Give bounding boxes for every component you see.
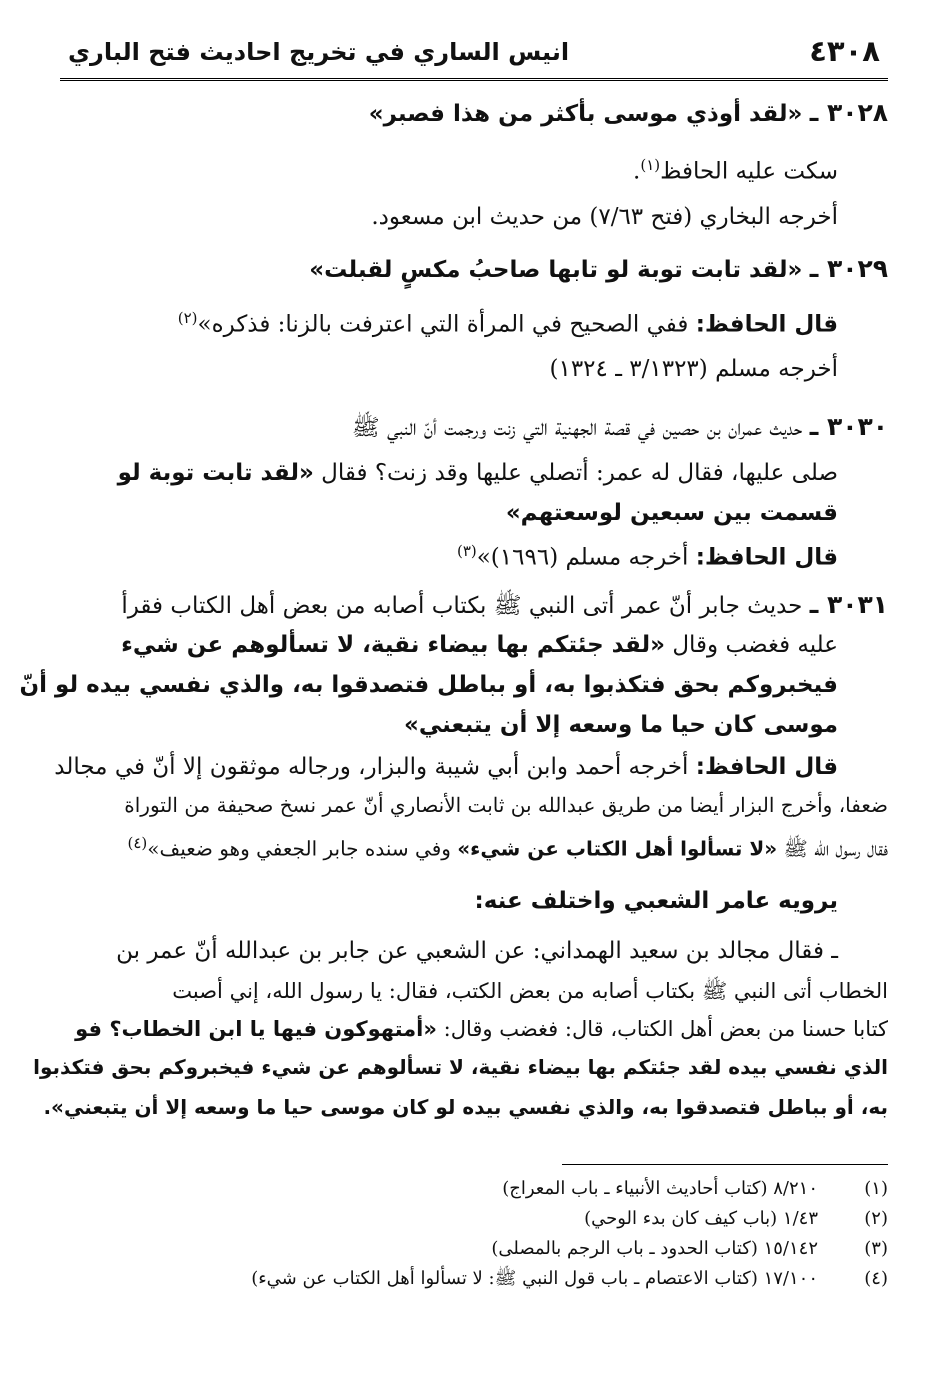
footnote-text: ١٧/١٠٠ (كتاب الاعتصام ـ باب قول النبي ﷺ: لا تسألوا أهل الكتاب عن شيء) bbox=[251, 1268, 818, 1289]
page-header bbox=[60, 30, 888, 78]
discussion-line-5: به، أو بباطل فتصدقوا به، والذي نفسي بيده لو كان موسى حيا ما وسعه إلا أن يتبعني». bbox=[43, 1095, 888, 1119]
source-text: أخرجه مسلم (٣/١٣٢٣ ـ ١٣٢٤) bbox=[549, 356, 838, 382]
entry-3029-line-1 bbox=[60, 252, 888, 287]
footnote-text: ١/٤٣ (باب كيف كان بدء الوحي) bbox=[584, 1208, 818, 1229]
hafiz-text: ففي الصحيح في المرأة التي اعترفت بالزنا: فذكره» bbox=[197, 311, 696, 338]
entry-3028-line-1 bbox=[60, 96, 888, 131]
hafiz-3031-line-2 bbox=[60, 788, 888, 822]
hafiz-text: وفي سنده جابر الجعفي وهو ضعيف» bbox=[147, 836, 458, 861]
footnote-4 bbox=[60, 1266, 888, 1292]
entry-number: ٣٠٢٨ ـ bbox=[809, 98, 888, 127]
entry-3028-line-2 bbox=[60, 148, 838, 189]
entry-number: ٣٠٣١ ـ bbox=[809, 590, 888, 619]
entry-3030-line-4 bbox=[60, 534, 838, 575]
header-rule bbox=[60, 78, 888, 84]
footnote-number: (١) bbox=[864, 1178, 888, 1199]
hadith-text: قسمت بين سبعين لوسعتهم» bbox=[505, 500, 838, 526]
hafiz-label: قال الحافظ: bbox=[695, 754, 838, 780]
hadith-text: «لا تسألوا أهل الكتاب عن شيء» bbox=[457, 836, 778, 861]
footnote-1 bbox=[60, 1176, 888, 1202]
entry-3031-line-2 bbox=[60, 628, 838, 662]
footnote-text: ٨/٢١٠ (كتاب أحاديث الأنبياء ـ باب المعراج) bbox=[502, 1178, 818, 1199]
hafiz-text: أخرجه مسلم (١٦٩٦)» bbox=[476, 544, 696, 571]
entry-3030-line-1 bbox=[60, 410, 888, 445]
hafiz-3031-line-3 bbox=[60, 826, 888, 866]
footnote-number: (٣) bbox=[864, 1238, 888, 1259]
note-end: . bbox=[633, 158, 641, 185]
footnote-ref: (٤) bbox=[127, 834, 148, 852]
entry-text: عليه فغضب وقال bbox=[665, 632, 838, 658]
entry-3029-line-3 bbox=[60, 352, 838, 386]
hadith-text: موسى كان حيا ما وسعه إلا أن يتبعني» bbox=[403, 712, 838, 738]
footnote-rule bbox=[562, 1164, 888, 1165]
entry-number: ٣٠٣٠ ـ bbox=[809, 412, 888, 441]
hadith-text: «لقد أوذي موسى بأكثر من هذا فصبر» bbox=[368, 101, 803, 127]
footnote-ref: (٢) bbox=[177, 309, 198, 327]
source-text: أخرجه البخاري (فتح ٧/٦٣) من حديث ابن مسعود. bbox=[371, 204, 838, 230]
discussion-text: كتابا حسنا من بعض أهل الكتاب، قال: فغضب وقال: bbox=[436, 1017, 888, 1041]
discussion-line-4: الذي نفسي بيده لقد جئتكم بها بيضاء نقية، لا تسألوهم عن شيء فيخبروكم بحق فتكذبوا bbox=[33, 1055, 888, 1079]
hafiz-label: قال الحافظ: bbox=[695, 544, 838, 571]
hafiz-3031-line-1 bbox=[54, 750, 838, 784]
hafiz-text: أخرجه أحمد وابن أبي شيبة والبزار، ورجاله موثقون إلا أنّ في مجالد bbox=[54, 754, 696, 780]
note-text: سكت عليه الحافظ bbox=[660, 158, 838, 185]
entry-3031-line-3 bbox=[19, 668, 838, 702]
hadith-text: «لقد تابت توبة لو تابها صاحبُ مكسٍ لقبلت» bbox=[309, 257, 803, 283]
footnote-3 bbox=[60, 1236, 888, 1262]
entry-text: حديث جابر أنّ عمر أتى النبي ﷺ بكتاب أصابه من بعض أهل الكتاب فقرأ bbox=[121, 593, 803, 619]
entry-3029-line-2 bbox=[60, 301, 838, 342]
hafiz-text: فقال رسول الله ﷺ bbox=[777, 836, 888, 861]
footnote-ref: (١) bbox=[640, 156, 661, 174]
entry-3031-line-1 bbox=[60, 588, 888, 623]
footnote-number: (٢) bbox=[864, 1208, 888, 1229]
entry-number: ٣٠٢٩ ـ bbox=[809, 254, 888, 283]
entry-3030-line-3 bbox=[60, 496, 838, 530]
footnote-number: (٤) bbox=[864, 1268, 888, 1289]
footnote-2 bbox=[60, 1206, 888, 1232]
hafiz-label: قال الحافظ: bbox=[695, 311, 838, 338]
discussion-line-2: الخطاب أتى النبي ﷺ بكتاب أصابه من بعض الكتب، فقال: يا رسول الله، إني أصبت bbox=[172, 979, 888, 1003]
hadith-text: «لقد تابت توبة لو bbox=[117, 460, 314, 486]
hafiz-text: ضعفا، وأخرج البزار أيضا من طريق عبدالله بن ثابت الأنصاري أنّ عمر نسخ صحيفة من التوراة bbox=[124, 793, 888, 817]
entry-text: صلى عليها، فقال له عمر: أتصلي عليها وقد زنت؟ فقال bbox=[313, 460, 838, 486]
discussion-heading: يرويه عامر الشعبي واختلف عنه: bbox=[474, 888, 838, 914]
discussion-line-1: ـ فقال مجالد بن سعيد الهمداني: عن الشعبي عن جابر بن عبدالله أنّ عمر بن bbox=[116, 938, 838, 964]
book-title: انيس الساري في تخريج احاديث فتح الباري bbox=[68, 38, 570, 66]
discussion-line-3 bbox=[60, 1012, 888, 1046]
footnote-ref: (٣) bbox=[456, 542, 477, 560]
footnote-text: ١٥/١٤٢ (كتاب الحدود ـ باب الرجم بالمصلى) bbox=[491, 1238, 818, 1259]
hadith-text: «أمتهوكون فيها يا ابن الخطاب؟ فو bbox=[75, 1017, 437, 1041]
hadith-text: «لقد جئتكم بها بيضاء نقية، لا تسألوهم عن شيء bbox=[121, 632, 666, 658]
entry-3028-line-3 bbox=[60, 200, 838, 234]
hadith-text: فيخبروكم بحق فتكذبوا به، أو بباطل فتصدقوا به، والذي نفسي بيده لو أنّ bbox=[19, 672, 838, 698]
entry-3031-line-4 bbox=[60, 708, 838, 742]
page-number: ٤٣٠٨ bbox=[809, 34, 880, 68]
entry-text: حديث عمران بن حصين في قصة الجهنية التي زنت ورجمت أنّ النبي ﷺ bbox=[351, 415, 803, 441]
entry-3030-line-2 bbox=[60, 456, 838, 490]
